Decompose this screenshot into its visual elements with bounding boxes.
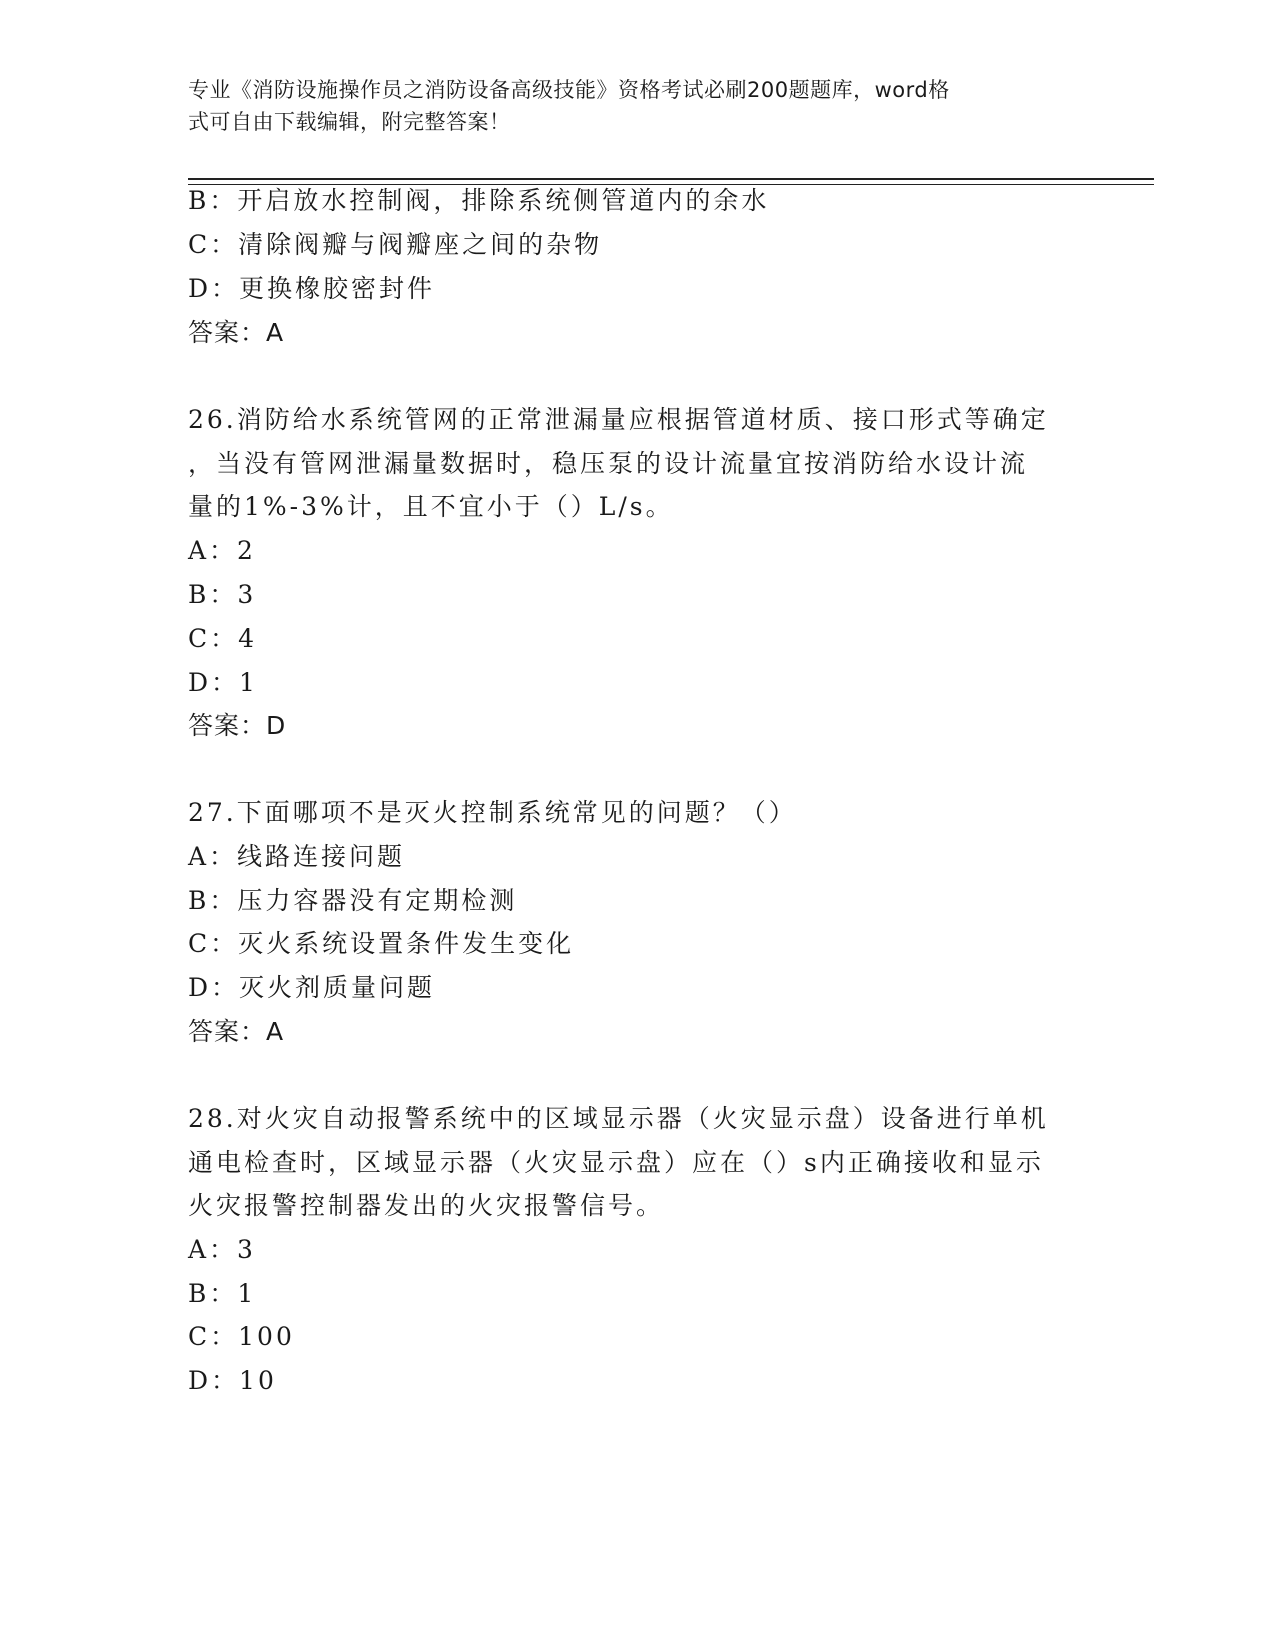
header-line-2: 式可自由下载编辑，附完整答案！ xyxy=(188,110,511,134)
header-line-1: 专业《消防设施操作员之消防设备高级技能》资格考试必刷200题题库，word格 xyxy=(188,78,950,102)
q27-option-c: C：灭火系统设置条件发生变化 xyxy=(188,929,575,958)
q28-stem-line-2: 通电检查时，区域显示器（火灾显示盘）应在（）s内正确接收和显示 xyxy=(188,1148,1044,1177)
q27-option-b: B：压力容器没有定期检测 xyxy=(188,886,518,915)
page-header xyxy=(188,74,1078,138)
q27-stem-line-1: 27.下面哪项不是灭火控制系统常见的问题？（） xyxy=(188,798,797,827)
q27-option-a: A：线路连接问题 xyxy=(188,842,406,871)
q25-option-c: C：清除阀瓣与阀瓣座之间的杂物 xyxy=(188,230,603,259)
q28-option-b: B：1 xyxy=(188,1279,257,1308)
q28-option-c: C：100 xyxy=(188,1322,295,1351)
q26-option-c: C：4 xyxy=(188,624,258,653)
q25-answer: 答案：A xyxy=(188,318,285,347)
q27-answer: 答案：A xyxy=(188,1017,285,1046)
q27-option-d: D：灭火剂质量问题 xyxy=(188,973,436,1002)
q28-option-a: A：3 xyxy=(188,1235,256,1264)
q26-option-a: A：2 xyxy=(188,536,256,565)
q26-answer: 答案：D xyxy=(188,711,287,740)
q26-option-d: D：1 xyxy=(188,668,258,697)
q28-stem-line-3: 火灾报警控制器发出的火灾报警信号。 xyxy=(188,1191,665,1220)
q25-option-d: D：更换橡胶密封件 xyxy=(188,274,436,303)
header-divider-thick xyxy=(188,178,1154,180)
q26-option-b: B：3 xyxy=(188,580,257,609)
q25-option-b: B：开启放水控制阀，排除系统侧管道内的余水 xyxy=(188,186,770,215)
q28-option-d: D：10 xyxy=(188,1366,277,1395)
q26-stem-line-1: 26.消防给水系统管网的正常泄漏量应根据管道材质、接口形式等确定 xyxy=(188,405,1049,434)
header-divider-thin xyxy=(188,184,1154,185)
q26-stem-line-2: ，当没有管网泄漏量数据时，稳压泵的设计流量宜按消防给水设计流 xyxy=(188,449,1029,478)
q28-stem-line-1: 28.对火灾自动报警系统中的区域显示器（火灾显示盘）设备进行单机 xyxy=(188,1104,1049,1133)
q26-stem-line-3: 量的1%-3%计，且不宜小于（）L/s。 xyxy=(188,492,674,521)
